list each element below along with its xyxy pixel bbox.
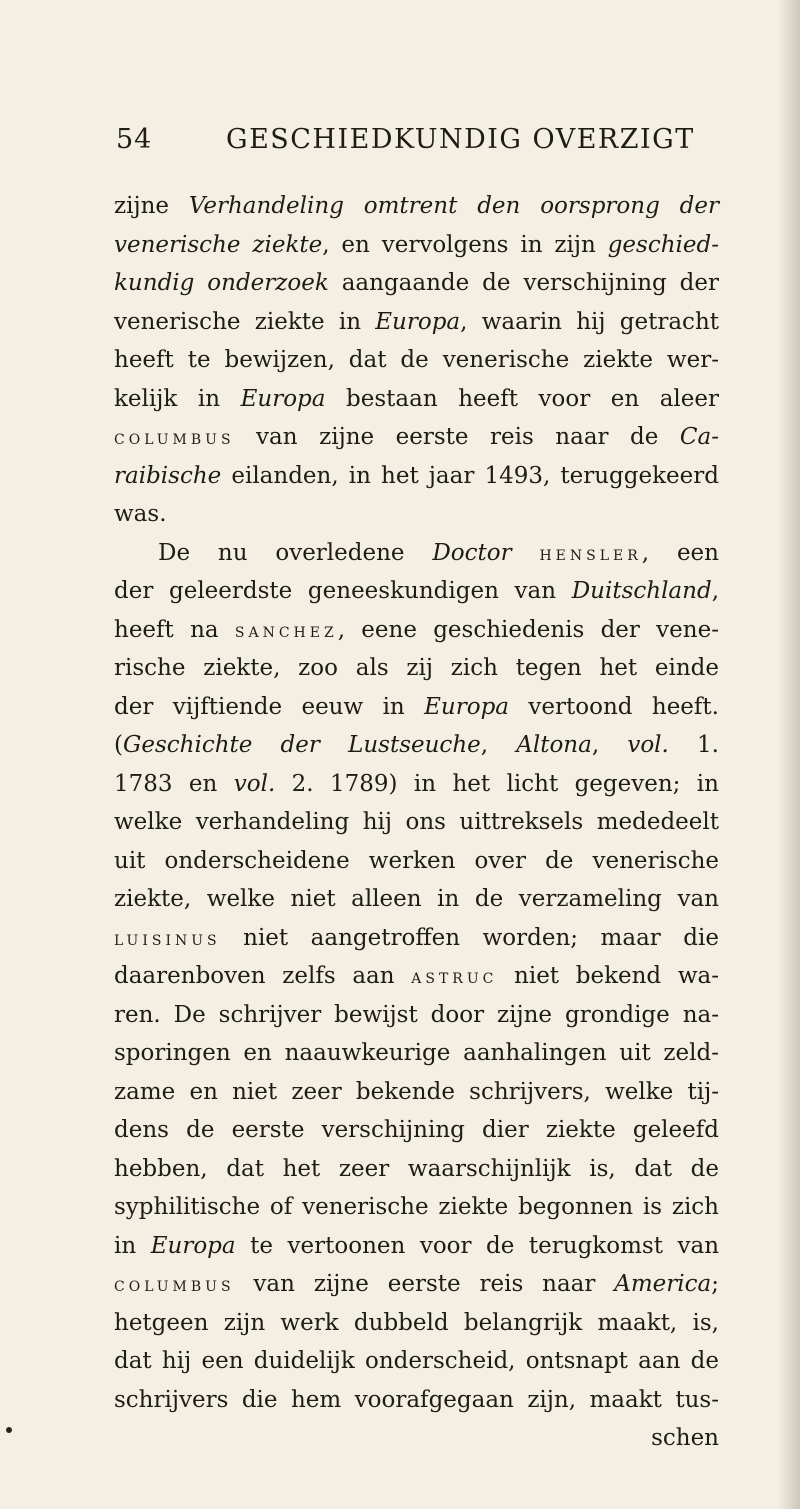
page-edge-shadow — [778, 0, 800, 1509]
text-line: zijne Verhandeling omtrent den oorsprong der — [114, 193, 719, 219]
text-line: luisinus niet aangetroffen worden; maar die — [114, 924, 719, 951]
text-line: zame en niet zeer bekende schrijvers, welke tij- — [114, 1078, 719, 1105]
text-line: rische ziekte, zoo als zij zich tegen het einde — [114, 655, 719, 681]
body-text — [114, 187, 719, 1458]
text-line: schrijvers die hem voorafgegaan zijn, maakt tus- — [114, 1386, 719, 1413]
text-line: sporingen en naauwkeurige aanhalingen uit zeld- — [114, 1040, 719, 1066]
text-line: in Europa te vertoonen voor de terugkomst van — [114, 1232, 720, 1259]
text-line: columbus van zijne eerste reis naar America; — [114, 1271, 719, 1297]
text-line: (Geschichte der Lustseuche, Altona, vol. 1. — [114, 732, 719, 758]
text-line: ziekte, welke niet alleen in de verzameling van — [114, 886, 719, 912]
page-header — [116, 124, 740, 164]
text-line: heeft te bewijzen, dat de venerische ziekte wer- — [114, 347, 719, 373]
page-number: 54 — [116, 124, 153, 155]
text-line: columbus van zijne eerste reis naar de Ca- — [114, 424, 719, 450]
text-line: was. — [114, 501, 167, 527]
text-line: der geleerdste geneeskundigen van Duitschland, — [114, 578, 719, 604]
text-line: syphilitische of venerische ziekte begonnen is zich — [114, 1194, 719, 1220]
text-line: der vijftiende eeuw in Europa vertoond heeft. — [114, 693, 719, 720]
text-line: hetgeen zijn werk dubbeld belangrijk maakt, is, — [114, 1309, 719, 1336]
text-line: schen — [651, 1425, 719, 1451]
text-line: dat hij een duidelijk onderscheid, ontsnapt aan de — [114, 1348, 719, 1374]
text-line: dens de eerste verschijning dier ziekte geleefd — [114, 1117, 719, 1143]
text-line: welke verhandeling hij ons uittreksels mededeelt — [114, 809, 719, 835]
ink-spot — [6, 1427, 12, 1433]
running-head: GESCHIEDKUNDIG OVERZIGT — [226, 124, 695, 155]
text-line: daarenboven zelfs aan astruc niet bekend wa- — [114, 963, 719, 989]
text-line: uit onderscheidene werken over de venerische — [114, 847, 719, 874]
text-line: raibische eilanden, in het jaar 1493, teruggekeerd — [114, 462, 719, 489]
text-line: ren. De schrijver bewijst door zijne grondige na- — [114, 1001, 719, 1028]
text-line: venerische ziekte in Europa, waarin hij getracht — [114, 308, 719, 335]
text-line: De nu overledene Doctor hensler, een — [158, 539, 719, 566]
text-line: kundig onderzoek aangaande de verschijning der — [114, 270, 719, 296]
text-line: hebben, dat het zeer waarschijnlijk is, dat de — [114, 1155, 719, 1182]
text-line: kelijk in Europa bestaan heeft voor en aleer — [114, 385, 720, 412]
text-line: heeft na sanchez, eene geschiedenis der vene- — [114, 616, 719, 643]
text-line: 1783 en vol. 2. 1789) in het licht gegeven; in — [114, 770, 719, 797]
text-line: venerische ziekte, en vervolgens in zijn geschied- — [114, 231, 719, 258]
